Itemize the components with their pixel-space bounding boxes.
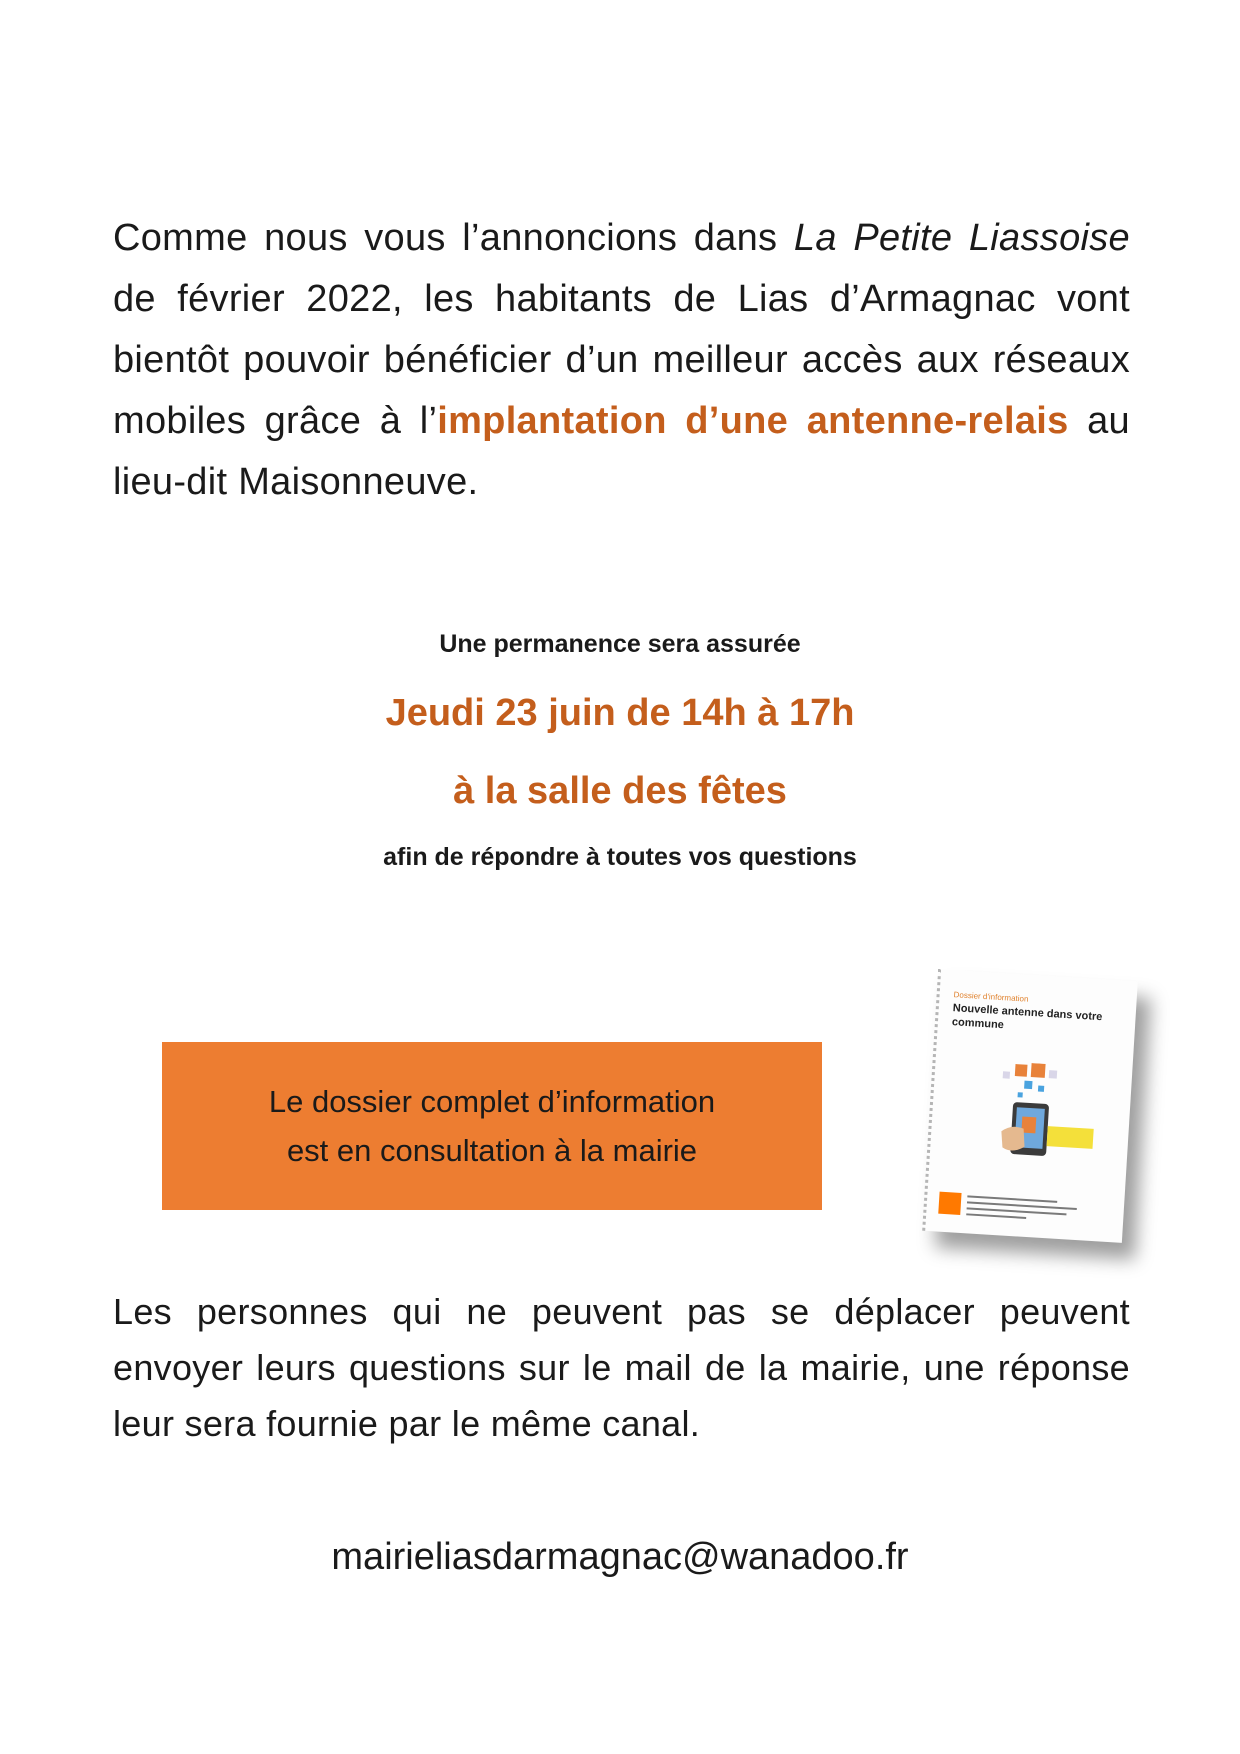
brochure-image [922,969,1138,1243]
brochure-footer [938,1192,1109,1228]
permanence-tail: afin de répondre à toutes vos questions [383,843,857,871]
publication-name: La Petite Liassoise [793,217,1130,259]
info-box-line-2: est en consultation à la mairie [286,1133,698,1168]
intro-text-2: de février 2022, les habitants de Lias d’Armagnac vont bientôt pouvoir bénéficier d’un meilleur accès aux réseaux mobiles grâce à l’ [113,278,1130,442]
permanence-place: à la salle des fêtes [453,770,787,812]
outro-paragraph: Les personnes qui ne peuvent pas se déplacer peuvent envoyer leurs questions sur le mail de la mairie, une réponse leur sera fournie par le même canal. [113,1291,1130,1444]
antenna-highlight: implantation d’une antenne-relais [437,400,1069,442]
brochure-title: Nouvelle antenne dans votre commune [951,1002,1103,1032]
contact-email[interactable]: mairieliasdarmagnac@wanadoo.fr [331,1536,909,1578]
intro-text-3: au lieu-dit Maisonneuve. [113,400,1130,503]
phone-illustration [969,1060,1105,1178]
permanence-date: Jeudi 23 juin de 14h à 17h [385,692,855,734]
permanence-lead: Une permanence sera assurée [439,630,801,658]
orange-logo-icon [938,1192,961,1215]
intro-paragraph [113,208,1130,513]
brochure-kicker: Dossier d'information [953,990,1029,1004]
info-box [162,1042,822,1210]
info-box-line-1: Le dossier complet d’information [268,1084,716,1119]
intro-text-1: Comme nous vous l’annoncions dans [113,217,794,259]
